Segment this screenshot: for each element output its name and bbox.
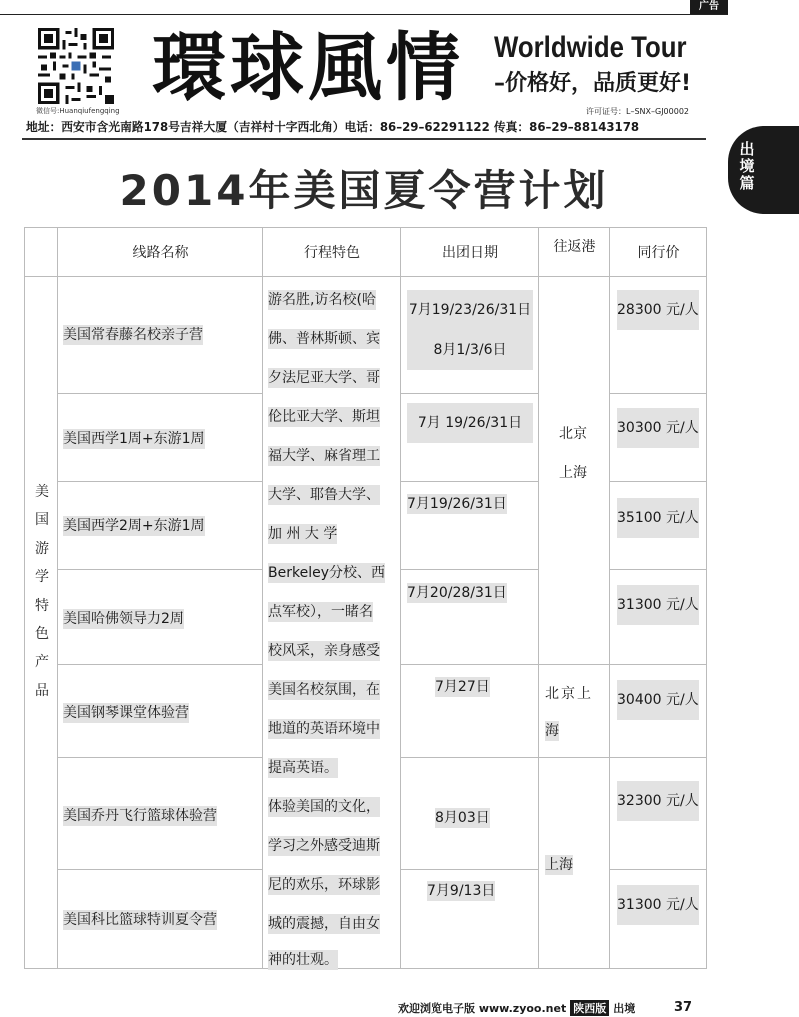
price: 30400 元/人 [617, 680, 699, 720]
feature-line: 伦比亚大学、斯坦 [268, 409, 380, 425]
top-rule [0, 14, 728, 15]
port-name: 北京上 [545, 686, 593, 702]
price: 35100 元/人 [617, 498, 699, 538]
header-departure: 出团日期 [442, 245, 498, 261]
itinerary-table [24, 227, 707, 969]
feature-line: 学习之外感受迪斯 [268, 838, 380, 854]
brand-name: 環球風情 [152, 25, 464, 111]
route-name: 美国钢琴课堂体验营 [63, 705, 189, 721]
feature-line: 美国名校氛围，在 [268, 682, 380, 698]
wechat-id: 微信号:Huanqiufengqing [36, 107, 120, 115]
address-line: 地址：西安市含光南路178号吉祥大厦（吉祥村十字西北角）电话：86–29–62291122 传真：86–29–88143178 [26, 120, 640, 134]
route-name: 美国哈佛领导力2周 [63, 611, 184, 627]
edition-badge: 陕西版 [570, 1000, 609, 1016]
header-route-name: 线路名称 [132, 245, 189, 261]
license-number: 许可证号：L–SNX–GJ00002 [586, 107, 690, 116]
feature-line: 大学、耶鲁大学、 [268, 487, 380, 503]
footer [398, 1000, 635, 1017]
departure-dates: 7月19/23/26/31日 8月1/3/6日 [407, 290, 533, 370]
feature-line: 夕法尼亚大学、哥 [268, 370, 380, 386]
departure-dates: 7月 19/26/31日 [407, 403, 533, 443]
feature-line: 点军校），一睹名 [268, 604, 373, 620]
price: 30300 元/人 [617, 408, 699, 448]
feature-line: 尼的欢乐，环球影 [268, 877, 380, 893]
section-tab-label: 出境篇 [739, 140, 755, 192]
footer-link[interactable]: 欢迎浏览电子版 www.zyoo.net [398, 1002, 567, 1015]
feature-line: 校风采，亲身感受 [268, 643, 380, 659]
header-port: 往返港 [553, 239, 596, 255]
price: 32300 元/人 [617, 781, 699, 821]
departure-dates: 7月9/13日 [427, 883, 496, 899]
feature-line: 体验美国的文化， [268, 799, 380, 815]
header-feature: 行程特色 [304, 245, 360, 261]
feature-line: Berkeley分校、西 [268, 565, 385, 581]
feature-line: 加 州 大 学 [268, 526, 338, 542]
slogan: –价格好，品质更好! [494, 71, 692, 96]
page-number: 37 [674, 1000, 693, 1015]
header-cell-blank [25, 228, 58, 277]
route-name: 美国西学2周+东游1周 [63, 518, 205, 534]
route-name: 美国西学1周+东游1周 [63, 431, 205, 447]
header-divider [22, 138, 706, 140]
departure-dates: 7月27日 [435, 679, 490, 695]
port-name: 海 [545, 723, 559, 739]
header-price: 同行价 [637, 245, 680, 261]
departure-dates: 7月20/28/31日 [407, 585, 507, 601]
brand-name-english: Worldwide Tour [494, 31, 687, 64]
port-name: 上海 [545, 857, 573, 873]
price: 28300 元/人 [617, 290, 699, 330]
port-name: 北京 [559, 426, 587, 442]
departure-dates: 7月19/26/31日 [407, 496, 507, 512]
feature-line: 地道的英语环境中 [268, 721, 380, 737]
feature-line: 福大学、麻省理工 [268, 448, 380, 464]
port-name: 上海 [559, 465, 587, 481]
qr-code-icon [38, 28, 114, 104]
route-name: 美国科比篮球特训夏令营 [63, 912, 217, 928]
feature-line: 提高英语。 [268, 760, 338, 776]
feature-line: 游名胜,访名校(哈 [268, 292, 376, 308]
feature-line: 城的震撼，自由女 [268, 916, 380, 932]
port-cell [539, 665, 610, 758]
departure-dates: 8月03日 [435, 810, 490, 826]
price: 31300 元/人 [617, 585, 699, 625]
price: 31300 元/人 [617, 885, 699, 925]
feature-line: 神的壮观。 [268, 952, 338, 968]
route-name: 美国常春藤名校亲子营 [63, 327, 203, 343]
ad-tag: 广告 [690, 0, 728, 14]
page-title: 2014年美国夏令营计划 [119, 166, 609, 215]
category-label: 美国游学特色产品 [35, 484, 49, 699]
feature-line: 佛、普林斯顿、宾 [268, 331, 380, 347]
footer-section: 出境 [613, 1002, 636, 1015]
route-name: 美国乔丹飞行篮球体验营 [63, 808, 217, 824]
